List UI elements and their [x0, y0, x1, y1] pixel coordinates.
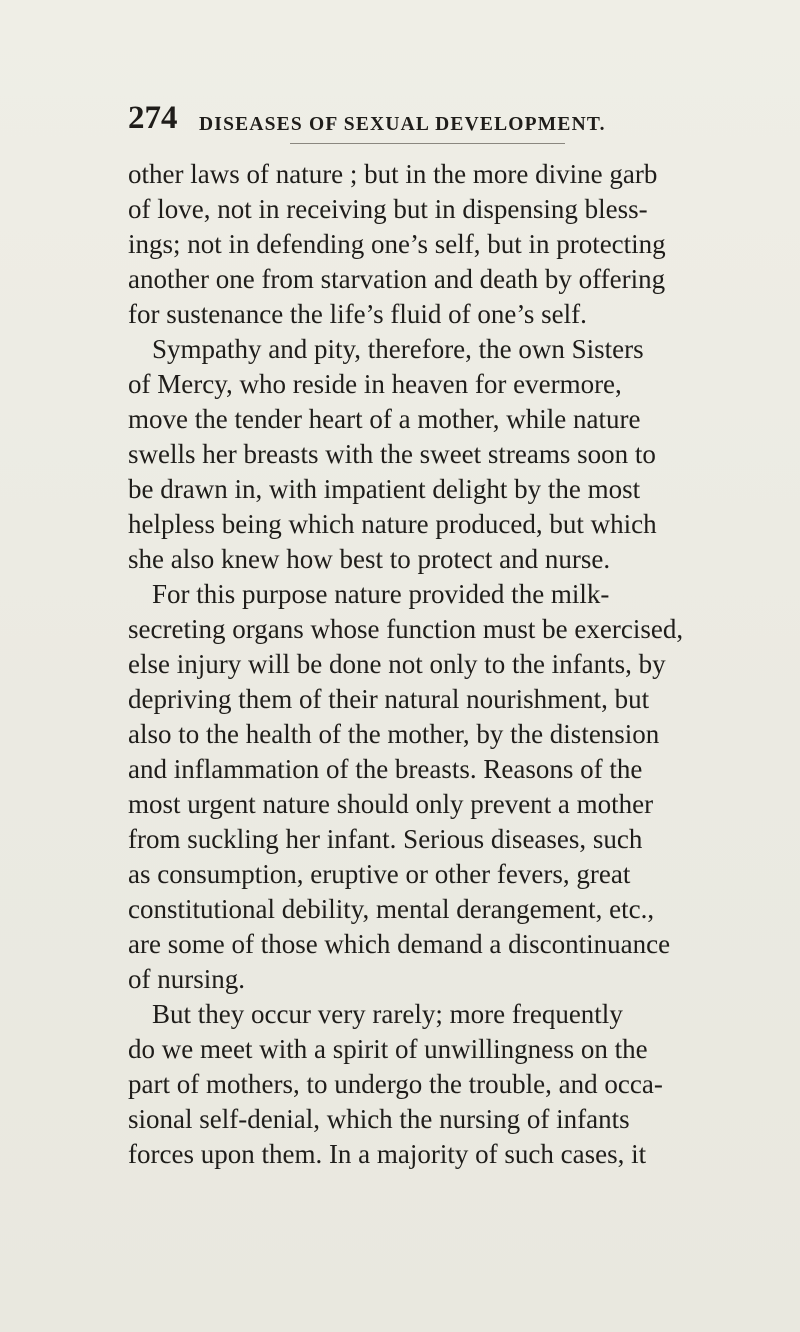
page-number: 274: [128, 100, 178, 136]
text-line: she also knew how best to protect and nurse.: [128, 544, 611, 574]
text-line: most urgent nature should only prevent a mother: [128, 789, 654, 819]
text-line: sional self-denial, which the nursing of infants: [128, 1104, 630, 1134]
text-line: of nursing.: [128, 964, 245, 994]
text-line: move the tender heart of a mother, while nature: [128, 404, 641, 434]
text-line: from suckling her infant. Serious diseases, such: [128, 824, 643, 854]
text-line: are some of those which demand a discontinuance: [128, 929, 671, 959]
running-head: DISEASES OF SEXUAL DEVELOPMENT.: [199, 114, 606, 135]
text-line: helpless being which nature produced, but which: [128, 509, 657, 539]
text-line: constitutional debility, mental derangement, etc.,: [128, 894, 655, 924]
text-line: also to the health of the mother, by the distension: [128, 719, 660, 749]
text-line: forces upon them. In a majority of such cases, it: [128, 1139, 647, 1169]
text-line: do we meet with a spirit of unwillingness on the: [128, 1034, 648, 1064]
text-line: be drawn in, with impatient delight by the most: [128, 474, 641, 504]
text-line: secreting organs whose function must be exercised,: [128, 614, 684, 644]
text-line: else injury will be done not only to the infants, by: [128, 649, 666, 679]
text-line: depriving them of their natural nourishment, but: [128, 684, 650, 714]
text-line: For this purpose nature provided the milk-: [152, 579, 610, 609]
page-header: [128, 100, 768, 140]
text-line: swells her breasts with the sweet streams soon to: [128, 439, 656, 469]
text-line: another one from starvation and death by offering: [128, 264, 666, 294]
text-line: and inflammation of the breasts. Reasons of the: [128, 754, 643, 784]
text-line: of Mercy, who reside in heaven for evermore,: [128, 369, 622, 399]
text-line: for sustenance the life’s fluid of one’s self.: [128, 299, 587, 329]
text-line: But they occur very rarely; more frequently: [152, 999, 623, 1029]
text-line: part of mothers, to undergo the trouble, and occa-: [128, 1069, 663, 1099]
text-line: as consumption, eruptive or other fevers, great: [128, 859, 631, 889]
text-line: Sympathy and pity, therefore, the own Sisters: [152, 334, 644, 364]
text-line: ings; not in defending one’s self, but in protecting: [128, 229, 666, 259]
text-line: other laws of nature ; but in the more divine garb: [128, 159, 658, 189]
text-line: of love, not in receiving but in dispensing bless-: [128, 194, 648, 224]
header-rule: [290, 143, 565, 144]
